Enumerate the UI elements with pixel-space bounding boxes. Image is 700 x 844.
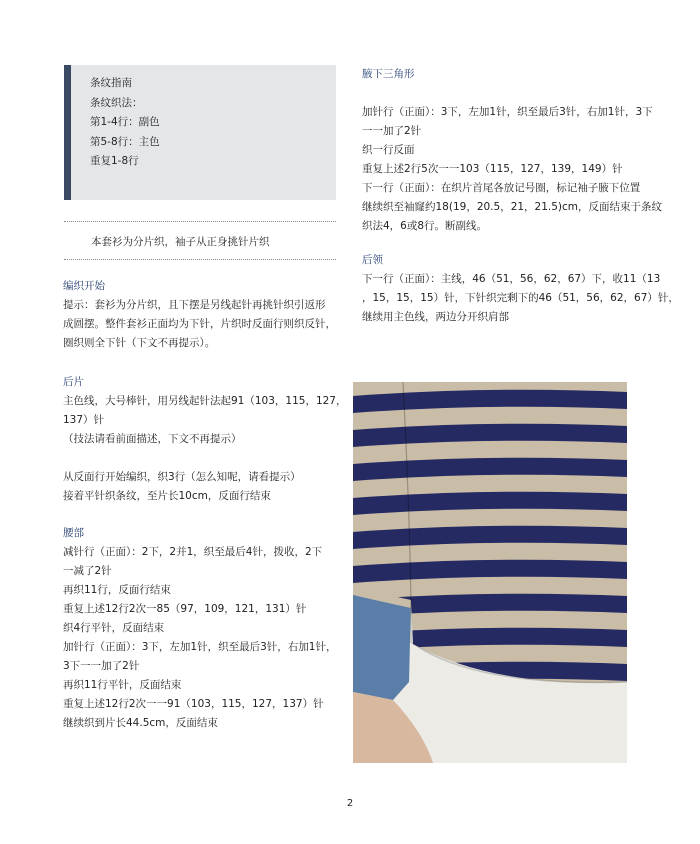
gusset-line: 织一行反面 [362,144,415,156]
start-line: 成圆摆。整件套衫正面均为下针，片织时反面行则织反针， [63,318,336,330]
gusset-line: 重复上述2行5次一一103（115，127，139，149）针 [362,163,623,175]
section-waist [63,524,336,733]
neck-line: ，15，15，15）针，下针织完剩下的46（51，56，62，67）针， [362,292,679,304]
page-number: 2 [346,798,354,809]
striped-sweater-image [353,382,627,763]
heading-start: 编织开始 [63,280,105,292]
waist-line: 3下一一加了2针 [63,660,140,672]
waist-line: 织4行平针，反面结束 [63,622,165,634]
back-line: 137）针 [63,414,105,426]
waist-line: 减针行（正面）：2下，2并1，织至最后4针，拨收，2下 [63,546,323,558]
gusset-line [362,84,662,103]
gusset-line: 加针行（正面）：3下，左加1针，织至最后3针，右加1针，3下 [362,106,653,118]
intro-text: 本套衫为分片织，袖子从正身挑针片织 [91,236,270,248]
waist-line: 加针行（正面）：3下，左加1针，织至最后3针，右加1针， [63,641,337,653]
sweater-photo [353,382,627,763]
gusset-line: 下一行（正面）：在织片首尾各放记号圈，标记袖子腋下位置 [362,182,641,194]
start-line: 提示：套衫为分片织，且下摆是另线起针再挑针织引返形 [63,299,326,311]
gusset-line: 织法4，6或8行。断副线。 [362,220,488,232]
waist-line: 重复上述12行2次一85（97，109，121，131）针 [63,603,307,615]
section-back [63,373,346,506]
gusset-line: 继续织至袖窿约18(19，20.5，21，21.5)cm，反面结束于条纹 [362,201,663,213]
back-line: （技法请看前面描述，下文不再提示） [63,433,242,445]
waist-line: 再织11行，反面行结束 [63,584,171,596]
heading-gusset: 腋下三角形 [362,68,415,80]
heading-waist: 腰部 [63,527,84,539]
guide-line: 重复1-8行 [90,155,139,167]
waist-line: 重复上述12行2次一一91（103，115，127，137）针 [63,698,324,710]
divider-top [64,221,336,222]
neck-line: 继续用主色线，两边分开织肩部 [362,311,509,323]
waist-line: 再织11行平针，反面结束 [63,679,182,691]
heading-neck: 后领 [362,254,383,266]
section-neck [362,251,679,327]
denim-cuff [353,592,411,700]
section-start [63,277,336,353]
back-line: 主色线，大号棒针，用另线起针法起91（103，115，127， [63,395,347,407]
guide-line: 第1-4行：副色 [90,116,160,128]
neck-line: 下一行（正面）：主线，46（51，56，62，67）下，收11（13 [362,273,661,285]
back-line: 从反面行开始编织，织3行（怎么知呢，请看提示） [63,471,301,483]
section-gusset [362,65,662,236]
guide-line: 第5-8行：主色 [90,135,160,148]
waist-line: 继续织到片长44.5cm，反面结束 [63,717,218,729]
heading-back: 后片 [63,376,84,388]
start-line: 圈织则全下针（下文不再提示）。 [63,337,216,349]
waist-line: 一减了2针 [63,565,112,577]
guide-text [90,74,160,172]
gusset-line: 一一加了2针 [362,125,422,137]
stripe-guide-box [64,65,336,200]
divider-bottom [64,259,336,260]
guide-accent-bar [64,65,71,200]
guide-title: 条纹指南 [90,77,132,89]
guide-line: 条纹织法： [90,96,143,109]
back-line: 接着平针织条纹，至片长10cm，反面行结束 [63,490,271,502]
back-line [63,449,346,468]
